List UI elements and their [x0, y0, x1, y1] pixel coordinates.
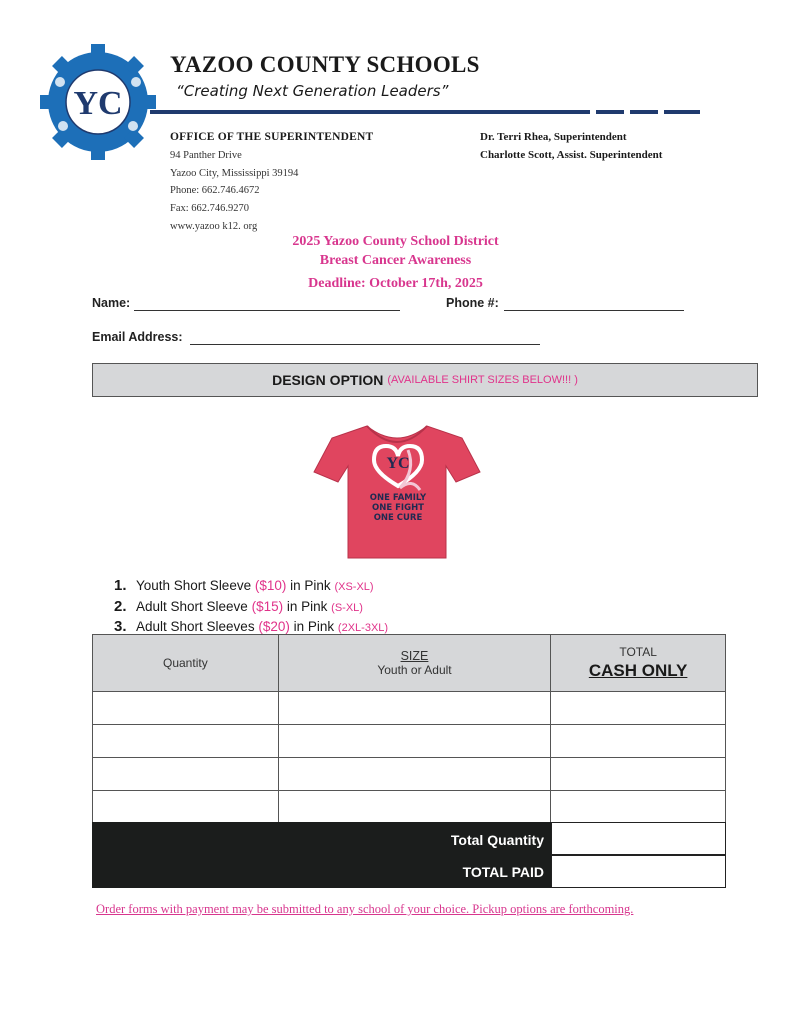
total-quantity-label: Total Quantity: [450, 832, 544, 848]
size-header-sub: Youth or Adult: [377, 663, 452, 677]
order-table: [92, 634, 726, 824]
option-number: 3.: [114, 618, 127, 635]
tshirt-image: [312, 420, 482, 562]
design-option-label: DESIGN OPTION: [272, 372, 384, 388]
header-divider: [150, 107, 700, 117]
quantity-cell[interactable]: [93, 758, 279, 791]
table-row: [93, 692, 726, 725]
design-option-bar: [92, 363, 758, 397]
total-cell[interactable]: [551, 758, 726, 791]
total-cell[interactable]: [551, 692, 726, 725]
school-name: YAZOO COUNTY SCHOOLS: [170, 52, 480, 77]
assistant-superintendent-name: Charlotte Scott, Assist. Superintendent: [480, 149, 663, 161]
shirt-text-1: ONE FAMILY: [369, 493, 427, 503]
event-subtitle: Breast Cancer Awareness: [319, 253, 472, 268]
cash-only-label: CASH ONLY: [588, 661, 688, 680]
office-title: OFFICE OF THE SUPERINTENDENT: [170, 131, 374, 143]
address-phone: Phone: 662.746.4672: [170, 185, 260, 196]
shirt-text-2: ONE FIGHT: [372, 503, 424, 513]
address-street: 94 Panther Drive: [170, 150, 242, 161]
phone-field[interactable]: [504, 310, 684, 311]
totals-section: [92, 822, 726, 888]
size-cell[interactable]: [278, 758, 551, 791]
size-header: [278, 635, 551, 692]
quantity-cell[interactable]: [93, 692, 279, 725]
size-cell[interactable]: [278, 692, 551, 725]
total-paid-label: TOTAL PAID: [462, 864, 544, 880]
total-header: [551, 635, 726, 692]
size-cell[interactable]: [278, 725, 551, 758]
total-header-label: TOTAL: [619, 645, 657, 659]
table-row: [93, 725, 726, 758]
superintendent-name: Dr. Terri Rhea, Superintendent: [480, 131, 627, 143]
email-label: Email Address:: [92, 330, 183, 344]
shirt-option-1: [114, 577, 374, 594]
option-text: Youth Short Sleeve: [136, 578, 252, 593]
phone-label: Phone #:: [446, 296, 499, 310]
option-text: Adult Short Sleeves: [136, 619, 255, 634]
footer-note: Order forms with payment may be submitted to any school of your choice. Pickup options are forthcoming.: [96, 902, 634, 916]
quantity-cell[interactable]: [93, 791, 279, 824]
name-field[interactable]: [134, 310, 400, 311]
quantity-cell[interactable]: [93, 725, 279, 758]
district-logo: [38, 42, 158, 162]
address-city: Yazoo City, Mississippi 39194: [170, 168, 299, 179]
table-header-row: [93, 635, 726, 692]
address-website: www.yazoo k12. org: [170, 221, 258, 232]
option-price: ($10): [254, 578, 287, 593]
shirt-option-2: [114, 598, 363, 615]
shirt-option-3: [114, 618, 388, 635]
event-title: 2025 Yazoo County School District: [292, 234, 499, 249]
option-color: in Pink: [286, 599, 328, 614]
name-label: Name:: [92, 296, 131, 310]
table-row: [93, 758, 726, 791]
slogan: “Creating Next Generation Leaders”: [176, 82, 449, 100]
quantity-header: Quantity: [93, 635, 279, 692]
option-color: in Pink: [293, 619, 335, 634]
svg-text:YC: YC: [73, 85, 123, 122]
shirt-text-3: ONE CURE: [373, 513, 423, 523]
design-option-note: (AVAILABLE SHIRT SIZES BELOW!!! ): [387, 374, 578, 386]
size-cell[interactable]: [278, 791, 551, 824]
option-sizes: (XS-XL): [334, 581, 374, 593]
option-color: in Pink: [290, 578, 331, 593]
event-deadline: Deadline: October 17th, 2025: [308, 276, 483, 291]
table-row: [93, 791, 726, 824]
email-field[interactable]: [190, 344, 540, 345]
total-cell[interactable]: [551, 725, 726, 758]
option-price: ($20): [258, 619, 290, 634]
total-paid-field[interactable]: [551, 855, 726, 888]
option-text: Adult Short Sleeve: [136, 599, 248, 614]
option-sizes: (2XL-3XL): [337, 622, 389, 634]
option-number: 1.: [114, 577, 127, 594]
address-fax: Fax: 662.746.9270: [170, 203, 250, 214]
size-header-label: SIZE: [400, 649, 429, 663]
svg-text:YC: YC: [386, 455, 410, 472]
option-price: ($15): [251, 599, 284, 614]
option-sizes: (S-XL): [331, 602, 363, 614]
option-number: 2.: [114, 598, 127, 615]
total-cell[interactable]: [551, 791, 726, 824]
total-quantity-field[interactable]: [551, 822, 726, 855]
